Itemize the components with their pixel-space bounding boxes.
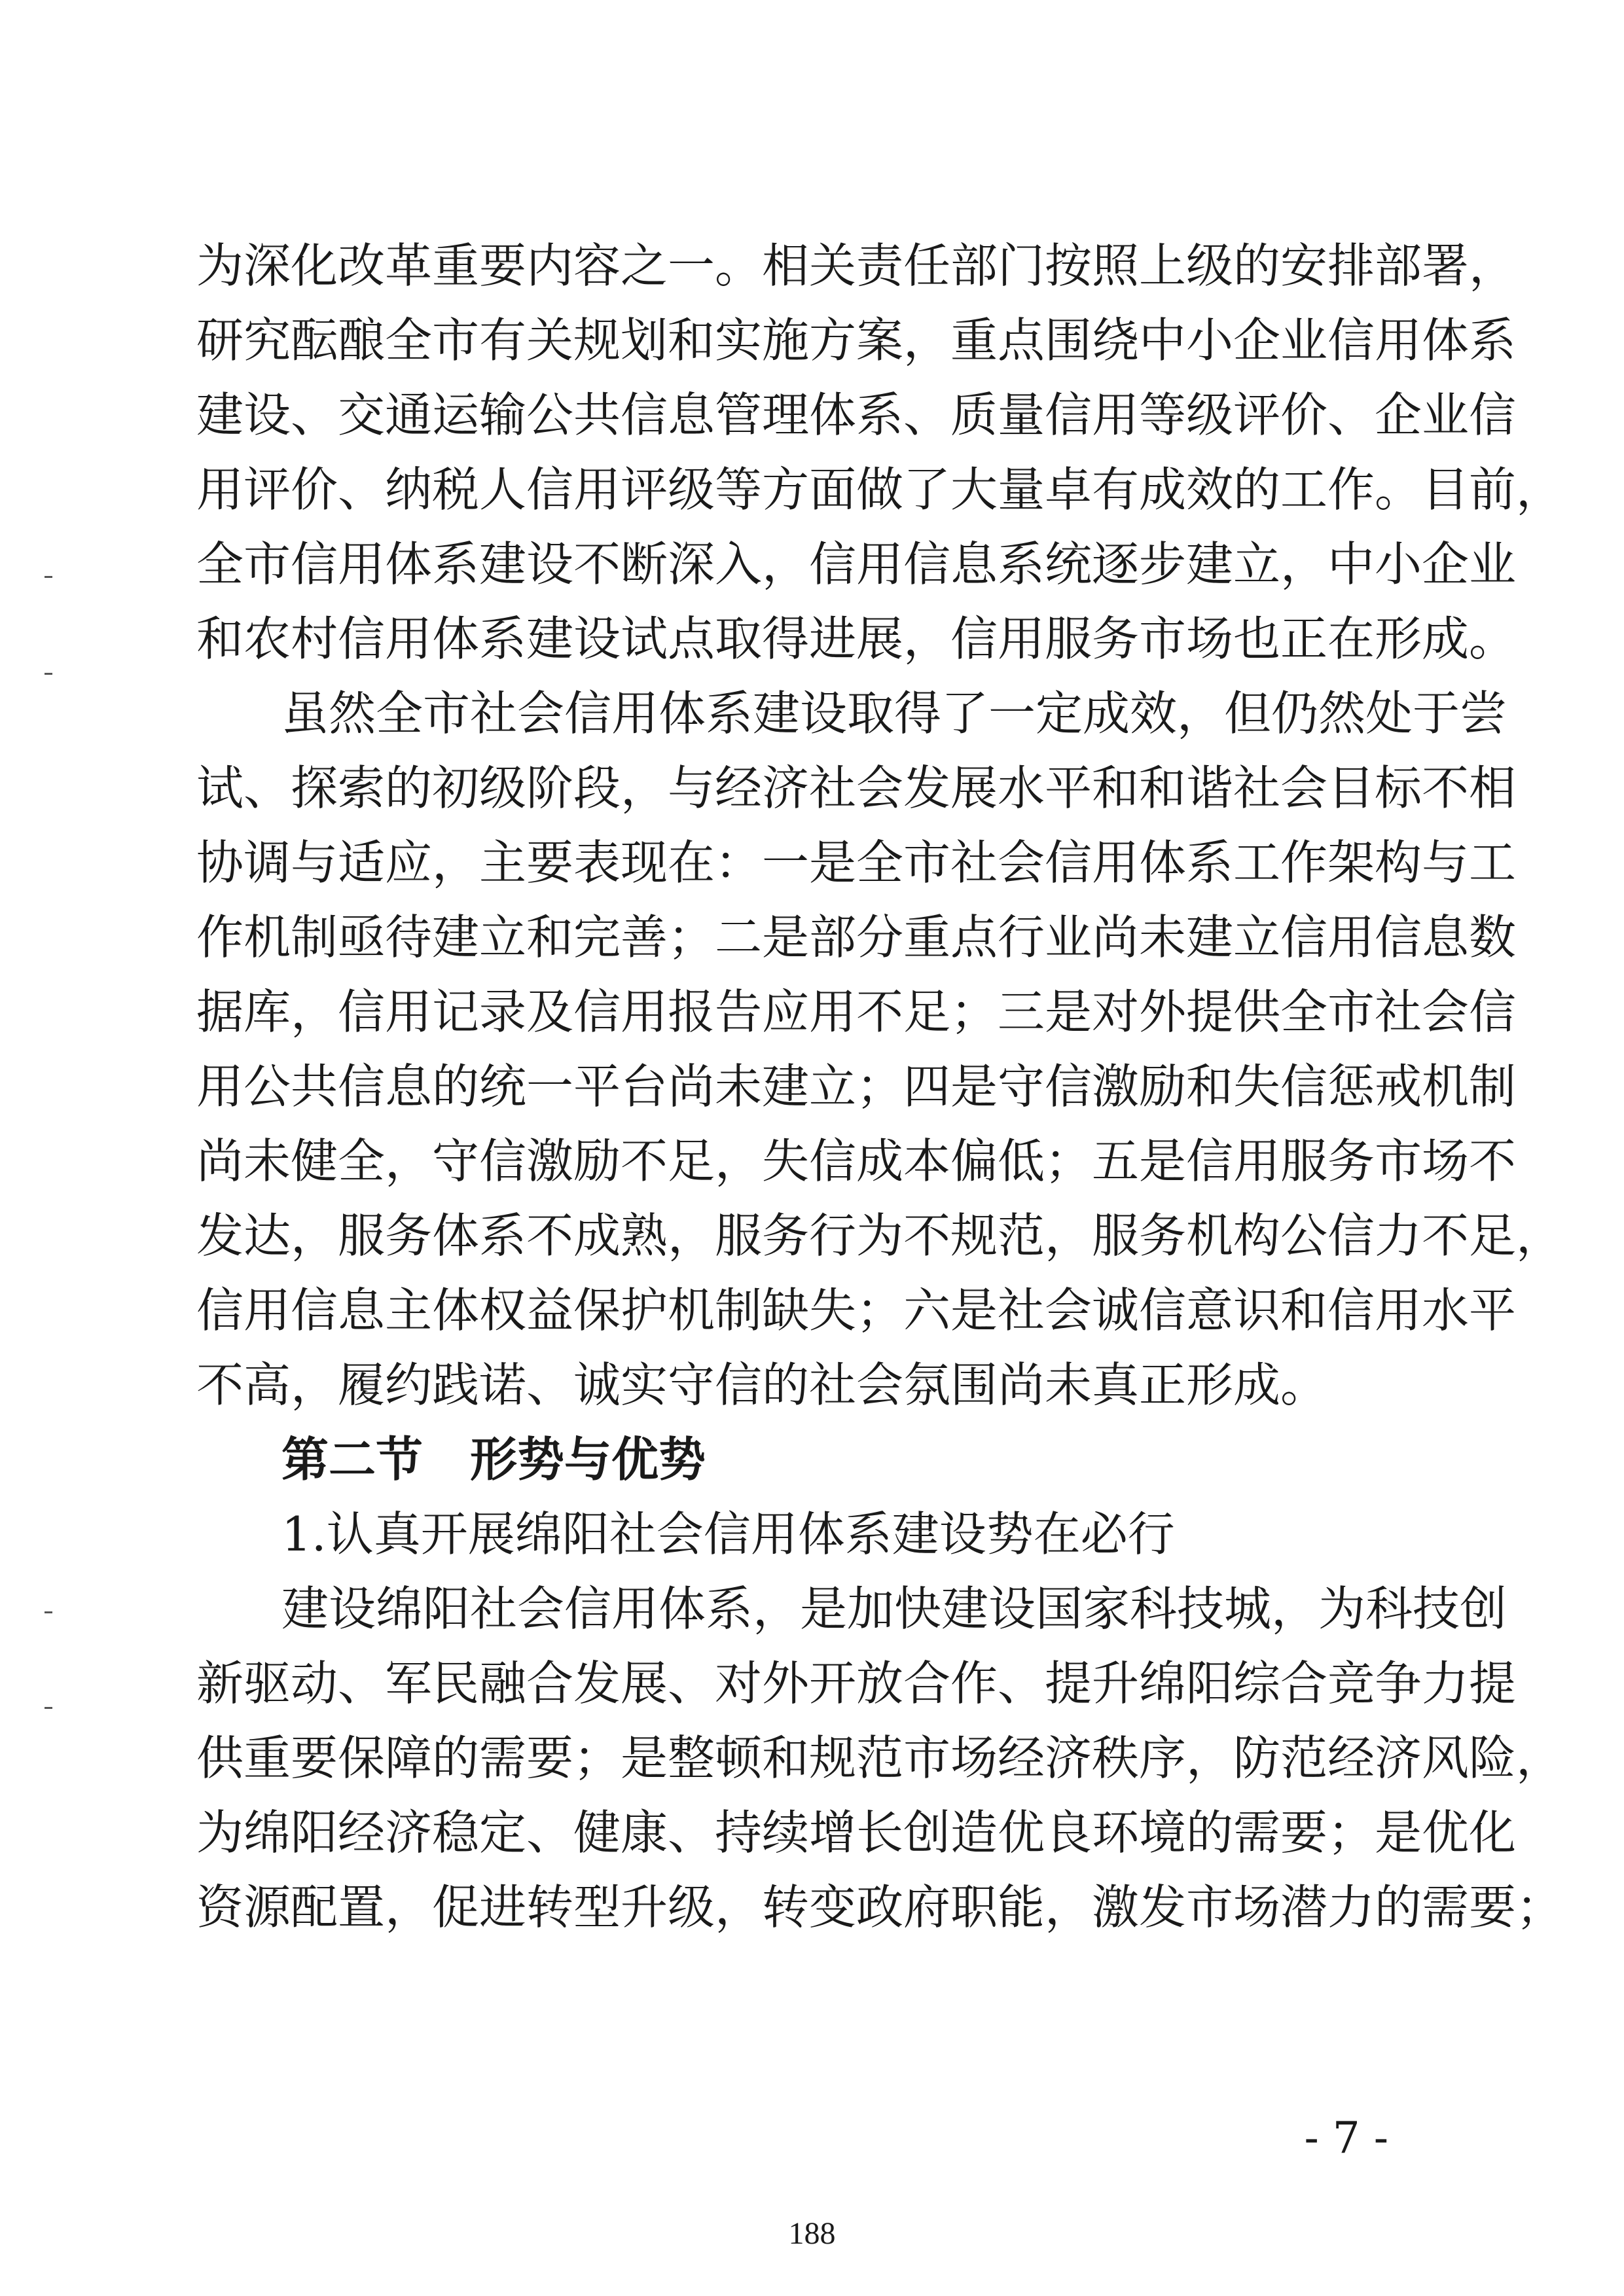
paragraph-line: 全市信用体系建设不断深入，信用信息系统逐步建立，中小企业 xyxy=(196,537,1517,592)
paragraph-line: 用公共信息的统一平台尚未建立；四是守信激励和失信惩戒机制 xyxy=(196,1059,1517,1114)
scan-mark xyxy=(45,576,52,578)
paragraph-line: 供重要保障的需要；是整顿和规范市场经济秩序，防范经济风险， xyxy=(196,1731,1564,1785)
paragraph-line: 为深化改革重要内容之一。相关责任部门按照上级的安排部署， xyxy=(196,238,1517,293)
paragraph-line: 用评价、纳税人信用评级等方面做了大量卓有成效的工作。目前， xyxy=(196,462,1564,517)
paragraph-line: 建设绵阳社会信用体系，是加快建设国家科技城，为科技创 xyxy=(281,1581,1507,1636)
paragraph-line: 信用信息主体权益保护机制缺失；六是社会诚信意识和信用水平 xyxy=(196,1283,1517,1338)
paragraph-line: 试、探索的初级阶段，与经济社会发展水平和和谐社会目标不相 xyxy=(196,761,1517,816)
paragraph-line: 资源配置，促进转型升级，转变政府职能，激发市场潜力的需要； xyxy=(196,1880,1564,1935)
section-heading xyxy=(281,1431,706,1487)
section-number: 第二节 xyxy=(281,1431,424,1487)
paragraph-line: 不高，履约践诺、诚实守信的社会氛围尚未真正形成。 xyxy=(196,1357,1328,1412)
page-number: - 7 - xyxy=(1304,2113,1388,2163)
section-title: 形势与优势 xyxy=(470,1431,706,1487)
paragraph-line: 作机制亟待建立和完善；二是部分重点行业尚未建立信用信息数 xyxy=(196,910,1517,965)
paragraph-line: 协调与适应，主要表现在：一是全市社会信用体系工作架构与工 xyxy=(196,835,1517,890)
scan-mark xyxy=(45,673,52,675)
subsection-heading: 1.认真开展绵阳社会信用体系建设势在必行 xyxy=(281,1507,1175,1562)
paragraph-line: 据库，信用记录及信用报告应用不足；三是对外提供全市社会信 xyxy=(196,984,1517,1039)
paragraph-line: 为绵阳经济稳定、健康、持续增长创造优良环境的需要；是优化 xyxy=(196,1805,1517,1860)
paragraph-line: 研究酝酿全市有关规划和实施方案，重点围绕中小企业信用体系 xyxy=(196,313,1517,368)
scan-mark xyxy=(45,1611,52,1613)
paragraph-line: 尚未健全，守信激励不足，失信成本偏低；五是信用服务市场不 xyxy=(196,1134,1517,1189)
footer-number: 188 xyxy=(788,2216,836,2251)
paragraph-line: 和农村信用体系建设试点取得进展，信用服务市场也正在形成。 xyxy=(196,611,1517,666)
paragraph-line: 发达，服务体系不成熟，服务行为不规范，服务机构公信力不足， xyxy=(196,1208,1564,1263)
paragraph-line: 新驱动、军民融合发展、对外开放合作、提升绵阳综合竞争力提 xyxy=(196,1656,1517,1711)
paragraph-line: 虽然全市社会信用体系建设取得了一定成效，但仍然处于尝 xyxy=(281,686,1507,741)
scan-mark xyxy=(45,1707,52,1709)
paragraph-line: 建设、交通运输公共信息管理体系、质量信用等级评价、企业信 xyxy=(196,387,1517,442)
